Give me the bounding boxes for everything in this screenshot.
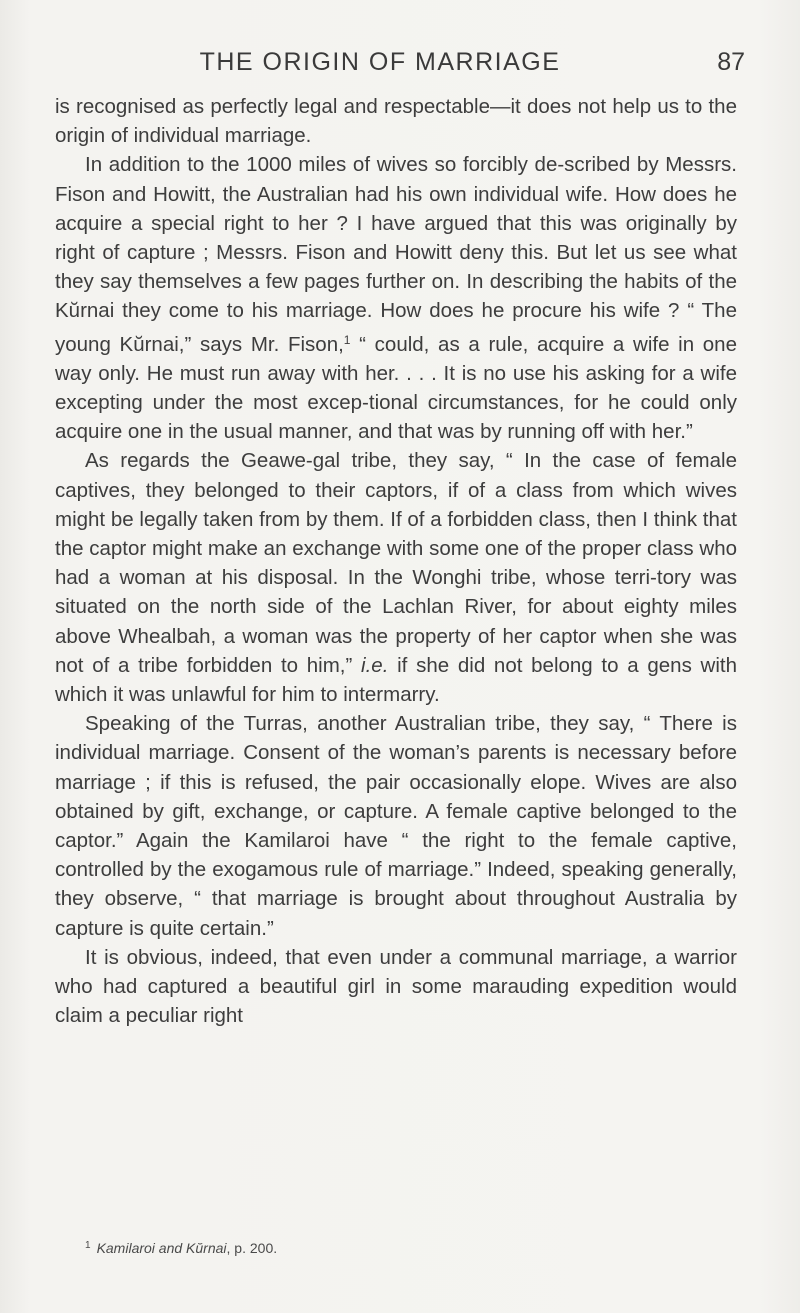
footnote-reference: 1	[343, 332, 351, 347]
paragraph-3-ie: i.e.	[361, 653, 389, 677]
footnote	[85, 1240, 685, 1256]
paragraph-1-text: is recognised as perfectly legal and respectable—it does not help us to the origin of individual marriage.	[55, 95, 737, 148]
paragraph-2	[55, 150, 737, 446]
footnote-title: Kamilaroi and Kŭrnai	[96, 1240, 227, 1256]
paragraph-4	[55, 709, 737, 943]
paragraph-1	[55, 92, 737, 150]
paragraph-2-text-b: “ could, as a rule, acquire a wife in one way only. He must run away with her. . . . It is no use his asking for a wife excepting under the most excep-tional circumstances, for he could only acquire one in the usual manner, and that was by running off with her.”	[55, 332, 737, 444]
paragraph-2-text-a: In addition to the 1000 miles of wives so forcibly de-scribed by Messrs. Fison and Howitt, the Australian had his own individual wife. How does he acquire a special right to her ? I have argued that this was originally by right of capture ; Messrs. Fison and Howitt deny this. But let us see what they say themselves a few pages further on. In describing the habits of the Kŭrnai they come to his marriage. How does he procure his wife ? “ The young Kŭrnai,” says Mr. Fison,	[55, 153, 737, 356]
footnote-page: , p. 200.	[226, 1240, 278, 1256]
paragraph-5	[55, 943, 737, 1031]
running-title: THE ORIGIN OF MARRIAGE	[199, 48, 561, 76]
body-text	[55, 92, 737, 1031]
paragraph-3-text-b: if she did not belong to a gens with which it was unlawful for him to intermarry.	[55, 653, 737, 707]
paragraph-3	[55, 446, 737, 709]
page-number: 87	[717, 48, 745, 76]
footnote-mark: 1	[85, 1240, 91, 1251]
page-header	[55, 48, 775, 88]
paragraph-5-text: It is obvious, indeed, that even under a communal marriage, a warrior who had captured a beautiful girl in some marauding expedition would claim a peculiar right	[55, 945, 737, 1028]
paragraph-3-text-a: As regards the Geawe-gal tribe, they say, “ In the case of female captives, they belonged to their captors, if of a class from which wives might be legally taken from by them. If of a forbidden class, then I think that the captor might make an exchange with some one of the proper class who had a woman at his disposal. In the Wonghi tribe, whose terri-tory was situated on the north side of the Lachlan River, for about eighty miles above Whealbah, a woman was the property of her captor when she was not of a tribe forbidden to him,”	[55, 449, 737, 677]
paragraph-4-text: Speaking of the Turras, another Australian tribe, they say, “ There is individual marriage. Consent of the woman’s parents is necessary before marriage ; if this is refused, the pair occasionally elope. Wives are also obtained by gift, exchange, or capture. A female captive belonged to the captor.” Again the Kamilaroi have “ the right to the female captive, controlled by the exogamous rule of marriage.” Indeed, speaking generally, they observe, “ that marriage is brought about throughout Australia by capture is quite certain.”	[55, 712, 737, 940]
